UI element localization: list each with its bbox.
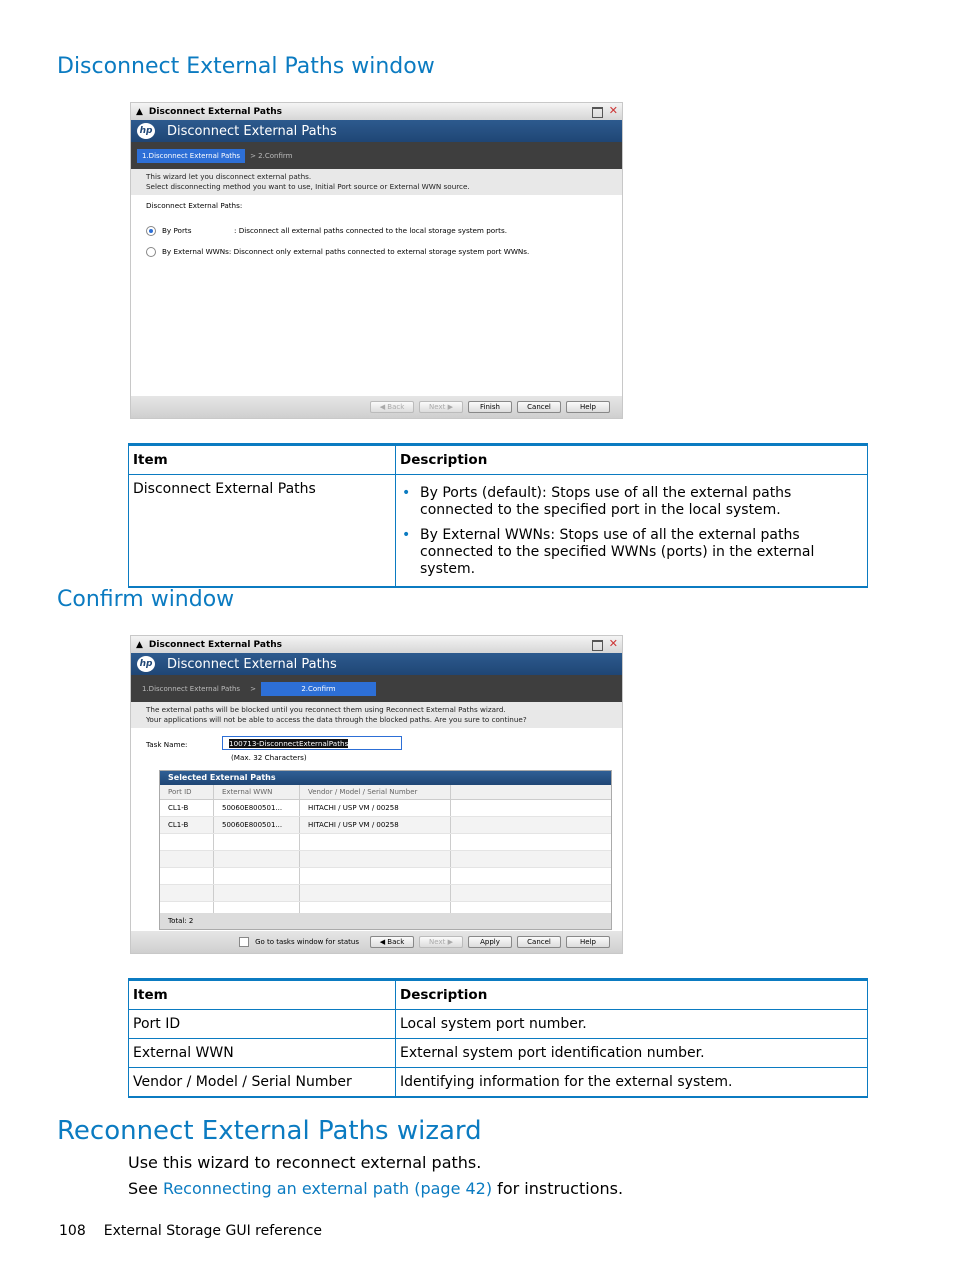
- disconnect-label: Disconnect External Paths:: [146, 201, 243, 210]
- grid-body: [160, 800, 611, 919]
- confirm-items-table: [128, 978, 868, 1098]
- section-heading-disconnect-window: Disconnect External Paths window: [57, 54, 435, 79]
- row-description: Local system port number.: [396, 1010, 868, 1039]
- cancel-button[interactable]: Cancel: [517, 936, 561, 948]
- intro-line-2: Your applications will not be able to access the data through the blocked paths. Are you sure to continue?: [146, 715, 527, 724]
- page-footer: [59, 1223, 322, 1239]
- window-titlebar: [131, 636, 622, 653]
- step-disconnect: 1.Disconnect External Paths: [137, 149, 245, 163]
- grid-header-row: [160, 785, 611, 800]
- cancel-button[interactable]: Cancel: [517, 401, 561, 413]
- grid-col-external-wwn[interactable]: External WWN: [214, 785, 300, 799]
- step-confirm: > 2.Confirm: [250, 151, 293, 160]
- row-description: Identifying information for the external system.: [396, 1068, 868, 1098]
- wizard-intro: [131, 169, 622, 195]
- option-name: By Ports: [162, 226, 192, 235]
- disconnect-options: [131, 195, 622, 263]
- grid-total: Total: 2: [160, 913, 611, 929]
- wizard-steps: [131, 142, 622, 169]
- close-icon[interactable]: ✕: [608, 104, 618, 117]
- help-button[interactable]: Help: [566, 401, 610, 413]
- row-item: Port ID: [129, 1010, 396, 1039]
- tasks-window-label: Go to tasks window for status: [255, 938, 359, 946]
- grid-col-port-id[interactable]: Port ID: [160, 785, 214, 799]
- table-row: [129, 1039, 868, 1068]
- row-description: External system port identification number.: [396, 1039, 868, 1068]
- disconnect-window-screenshot: [130, 102, 623, 419]
- intro-line-2: Select disconnecting method you want to use, Initial Port source or External WWN source.: [146, 182, 470, 191]
- wizard-banner: [131, 120, 622, 142]
- hp-logo-icon: hp: [137, 656, 155, 672]
- step-disconnect: 1.Disconnect External Paths: [142, 684, 241, 693]
- option-desc: : Disconnect only external paths connected to external storage system port WWNs.: [228, 247, 530, 256]
- section-heading-confirm-window: Confirm window: [57, 587, 235, 612]
- wizard-banner: [131, 653, 622, 675]
- grid-col-empty: [451, 785, 611, 799]
- row-item: Vendor / Model / Serial Number: [129, 1068, 396, 1098]
- cell-port-id: CL1-B: [160, 817, 214, 833]
- back-button[interactable]: ◀ Back: [370, 936, 414, 948]
- window-titlebar: [131, 103, 622, 120]
- col-header-description: Description: [396, 980, 868, 1010]
- next-button[interactable]: Next ▶: [419, 401, 463, 413]
- option-name: By External WWNs: [162, 247, 229, 256]
- task-name-label: Task Name:: [146, 740, 188, 749]
- radio-by-ports[interactable]: [146, 226, 156, 236]
- selected-paths-grid: [159, 770, 612, 930]
- option-by-wwns[interactable]: [146, 247, 607, 257]
- table-row[interactable]: [160, 817, 611, 834]
- reconnect-link[interactable]: Reconnecting an external path (page 42): [162, 1179, 493, 1198]
- row-item: External WWN: [129, 1039, 396, 1068]
- help-button[interactable]: Help: [566, 936, 610, 948]
- wizard-button-bar: [131, 931, 622, 953]
- window-title: Disconnect External Paths: [148, 639, 283, 650]
- apply-button[interactable]: Apply: [468, 936, 512, 948]
- wizard-button-bar: [131, 396, 622, 418]
- window-title: Disconnect External Paths: [148, 106, 283, 117]
- option-desc: : Disconnect all external paths connected to the local storage system ports.: [234, 226, 507, 235]
- task-name-value: 100713-DisconnectExternalPaths: [229, 739, 349, 748]
- page-number: 108: [59, 1223, 86, 1239]
- list-item: • By External WWNs: Stops use of all the external paths connected to the specified WWNs (ports) in the external system.: [420, 527, 863, 578]
- cell-vendor: HITACHI / USP VM / 00258: [300, 800, 451, 816]
- section-heading-reconnect-wizard: Reconnect External Paths wizard: [57, 1116, 482, 1146]
- tasks-window-option[interactable]: [239, 937, 359, 947]
- row-item: Disconnect External Paths: [129, 475, 396, 588]
- table-row-empty: [160, 851, 611, 868]
- cell-empty: [451, 800, 611, 816]
- option-by-ports[interactable]: [146, 226, 607, 236]
- collapse-icon[interactable]: ▲: [136, 106, 143, 117]
- table-row: [129, 1010, 868, 1039]
- cell-port-id: CL1-B: [160, 800, 214, 816]
- cell-empty: [451, 817, 611, 833]
- wizard-banner-title: Disconnect External Paths: [167, 656, 337, 672]
- table-row[interactable]: [160, 800, 611, 817]
- row-description: [396, 475, 868, 588]
- footer-title: External Storage GUI reference: [103, 1223, 323, 1239]
- disconnect-items-table: [128, 443, 868, 588]
- grid-col-vendor[interactable]: Vendor / Model / Serial Number: [300, 785, 451, 799]
- table-row: [129, 1068, 868, 1098]
- table-row-empty: [160, 868, 611, 885]
- next-button[interactable]: Next ▶: [419, 936, 463, 948]
- task-name-hint: (Max. 32 Characters): [231, 753, 307, 762]
- hp-logo-icon: hp: [137, 123, 155, 139]
- table-row: [129, 475, 868, 588]
- task-name-input[interactable]: [222, 736, 402, 750]
- step-confirm: 2.Confirm: [261, 682, 376, 696]
- cell-external-wwn: 50060E800501...: [214, 800, 300, 816]
- close-icon[interactable]: ✕: [608, 637, 618, 650]
- back-button[interactable]: ◀ Back: [370, 401, 414, 413]
- wizard-intro: [131, 702, 622, 728]
- intro-line-1: This wizard let you disconnect external paths.: [146, 172, 312, 181]
- tasks-window-checkbox[interactable]: [239, 937, 249, 947]
- cell-external-wwn: 50060E800501...: [214, 817, 300, 833]
- table-row-empty: [160, 885, 611, 902]
- confirm-window-screenshot: [130, 635, 623, 954]
- maximize-icon[interactable]: [592, 640, 603, 651]
- collapse-icon[interactable]: ▲: [136, 639, 143, 650]
- wizard-banner-title: Disconnect External Paths: [167, 123, 337, 139]
- col-header-item: Item: [129, 445, 396, 475]
- intro-line-1: The external paths will be blocked until you reconnect them using Reconnect External Paths wizard.: [146, 705, 506, 714]
- step-separator: >: [250, 684, 256, 693]
- list-item: • By Ports (default): Stops use of all the external paths connected to the specified port in the local system.: [420, 485, 863, 519]
- radio-by-wwns[interactable]: [146, 247, 156, 257]
- reconnect-intro: Use this wizard to reconnect external paths.: [128, 1153, 482, 1172]
- cell-vendor: HITACHI / USP VM / 00258: [300, 817, 451, 833]
- wizard-steps: [131, 675, 622, 702]
- maximize-icon[interactable]: [592, 107, 603, 118]
- col-header-description: Description: [396, 445, 868, 475]
- col-header-item: Item: [129, 980, 396, 1010]
- grid-title: Selected External Paths: [160, 771, 611, 785]
- finish-button[interactable]: Finish: [468, 401, 512, 413]
- table-row-empty: [160, 834, 611, 851]
- reconnect-instructions: See Reconnecting an external path (page 42) for instructions.: [128, 1179, 624, 1198]
